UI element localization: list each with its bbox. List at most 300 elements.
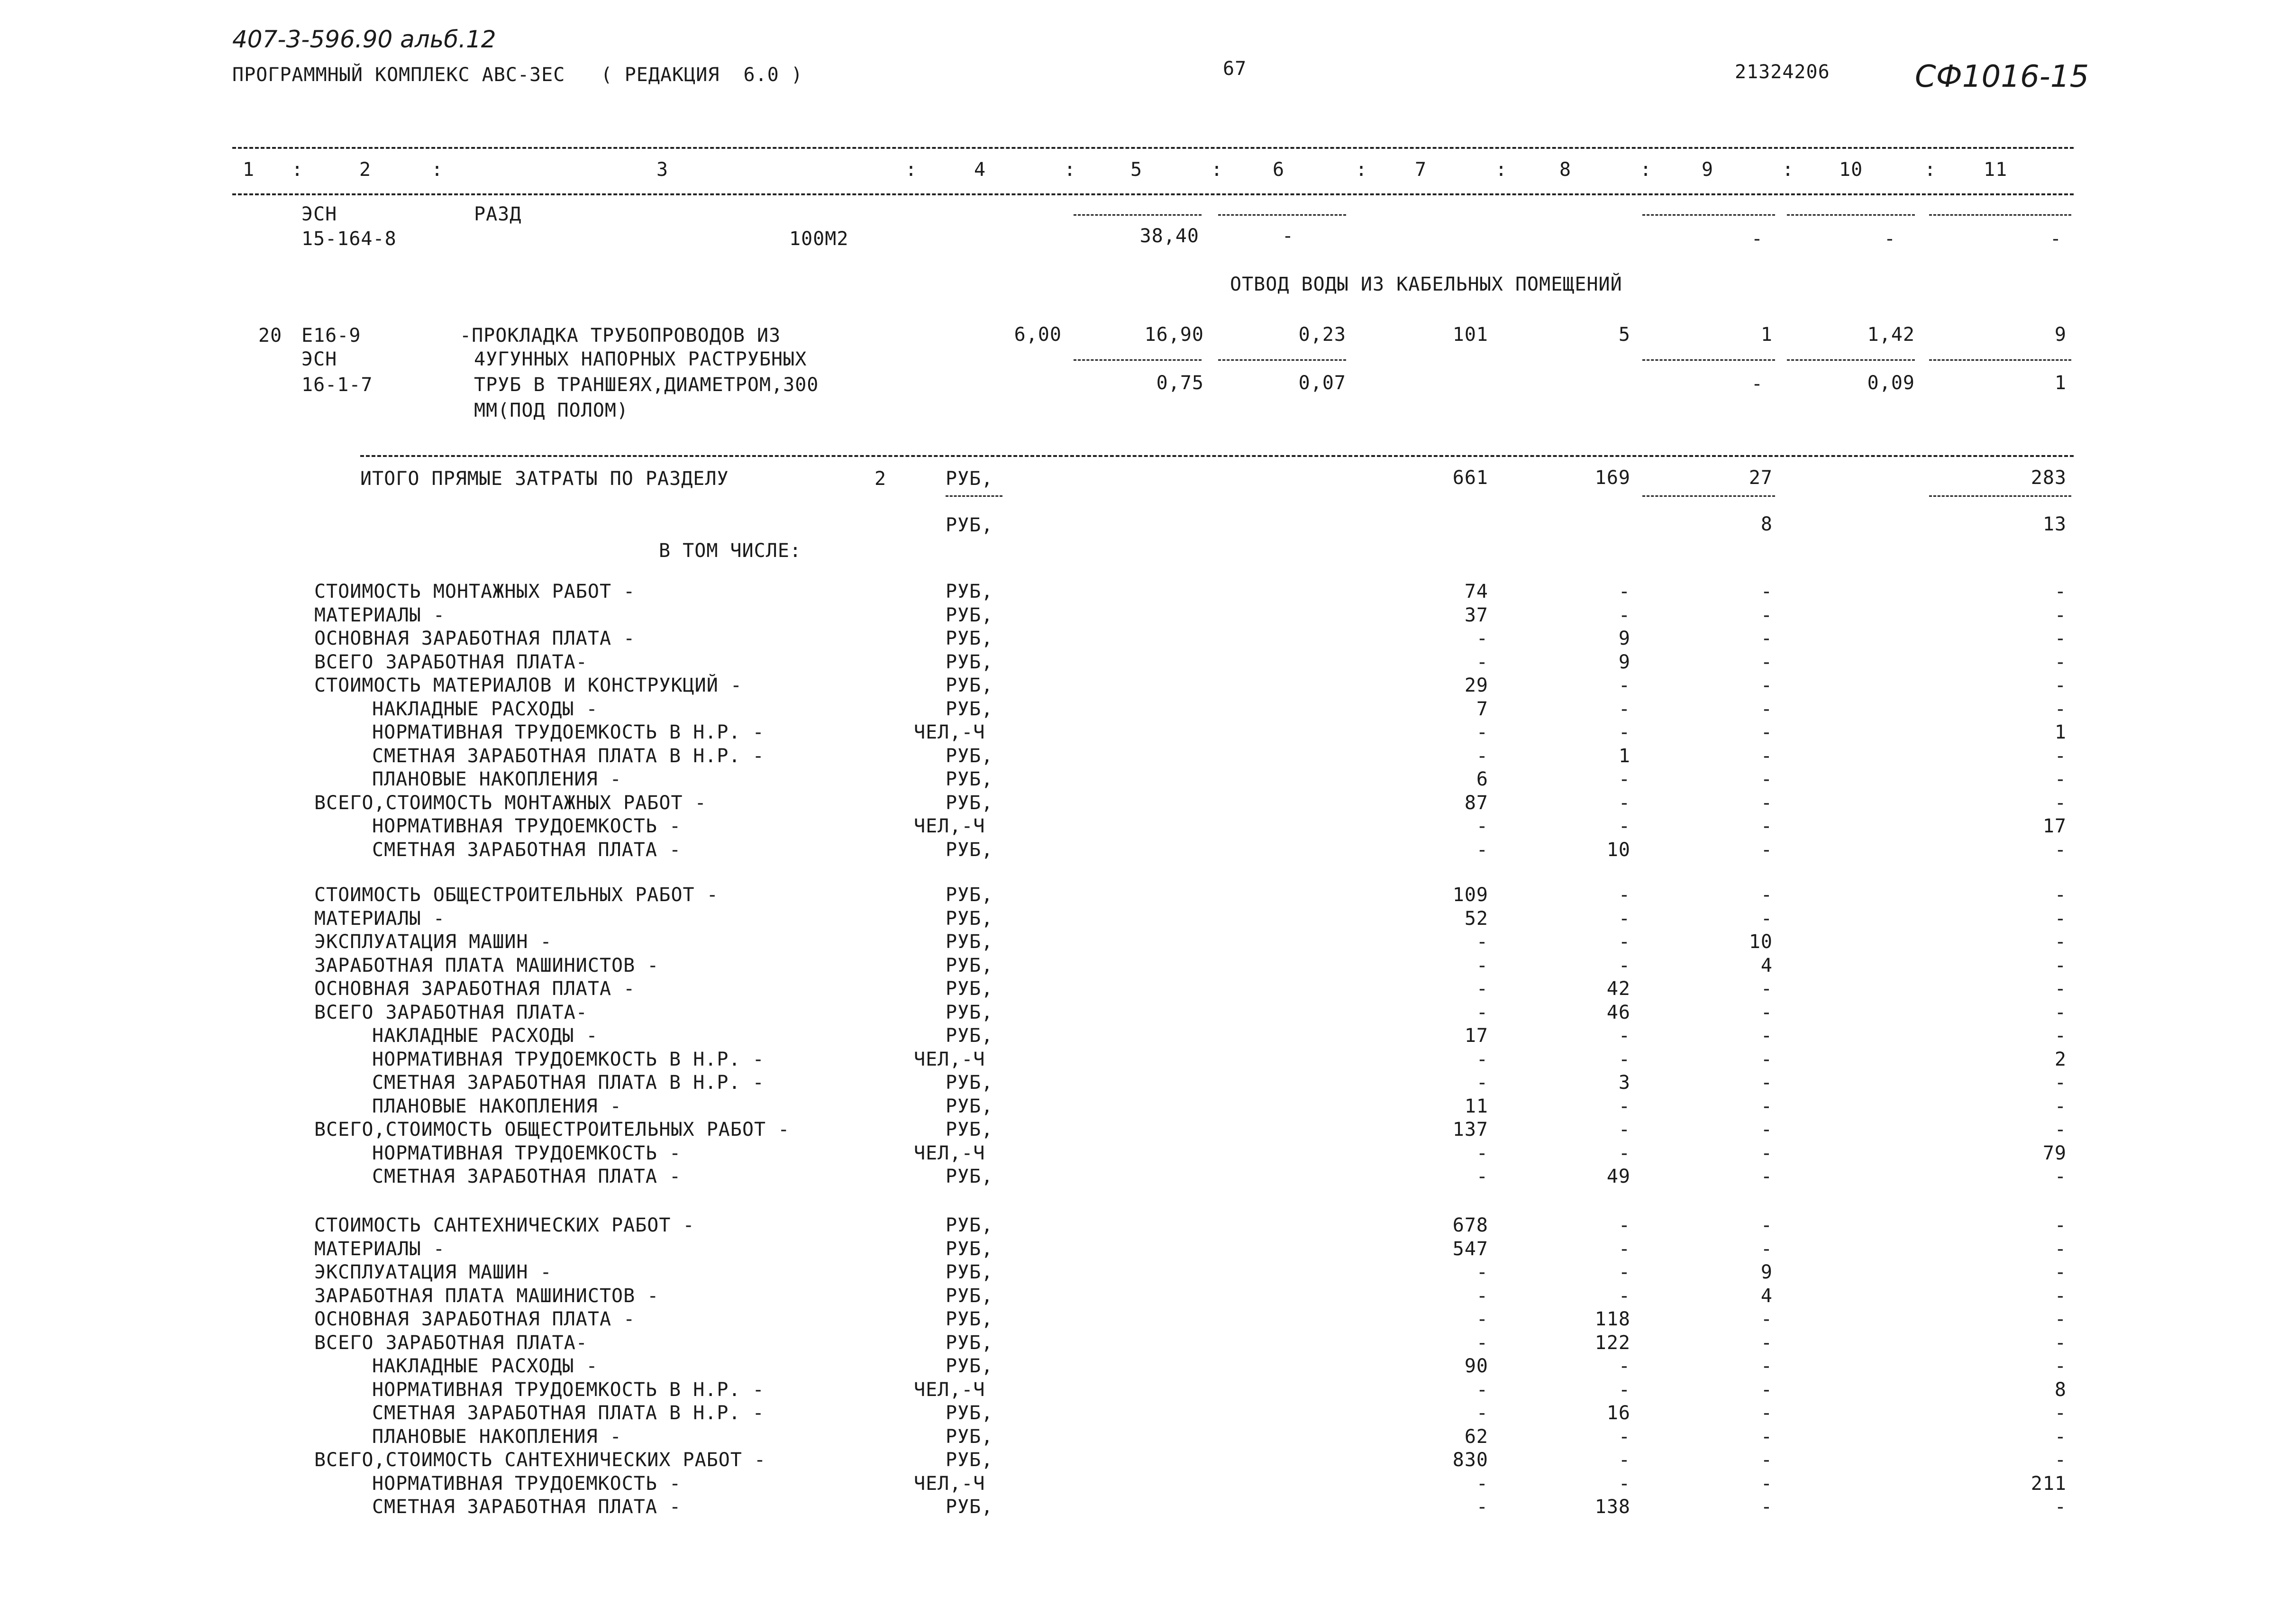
line-col9: -: [1760, 1402, 1773, 1424]
line-label: СМЕТНАЯ ЗАРАБОТНАЯ ПЛАТА -: [372, 839, 682, 861]
line-label: НАКЛАДНЫЕ РАСХОДЫ -: [372, 698, 598, 720]
line-col9: -: [1760, 1355, 1773, 1377]
line-col9: -: [1760, 1142, 1773, 1164]
line-unit: ЧЕЛ,-Ч: [914, 1379, 985, 1401]
line-col11: -: [2054, 581, 2067, 602]
line-col11: -: [2054, 651, 2067, 673]
line-col8: 49: [1606, 1166, 1630, 1187]
line-col7: 87: [1464, 792, 1488, 814]
section-title: ОТВОД ВОДЫ ИЗ КАБЕЛЬНЫХ ПОМЕЩЕНИЙ: [1230, 274, 1622, 295]
line-label: ОСНОВНАЯ ЗАРАБОТНАЯ ПЛАТА -: [314, 628, 636, 649]
line-unit: ЧЕЛ,-Ч: [914, 1142, 985, 1164]
album-handwritten-label: 407-3-596.90 альб.12: [232, 26, 496, 53]
line-col8: -: [1618, 1473, 1630, 1495]
line-col9: -: [1760, 604, 1773, 626]
line-col9: -: [1760, 1095, 1773, 1117]
line-unit: РУБ,: [946, 978, 993, 1000]
line-col11: -: [2054, 1166, 2067, 1187]
line-col9: 9: [1760, 1261, 1773, 1283]
item-code-line1: Е16-9: [301, 325, 361, 347]
item-number: 20: [258, 325, 282, 347]
including-heading: В ТОМ ЧИСЛЕ:: [659, 540, 801, 562]
totals-section-number: 2: [874, 468, 887, 490]
line-unit: ЧЕЛ,-Ч: [914, 1473, 985, 1495]
line-label: НОРМАТИВНАЯ ТРУДОЕМКОСТЬ -: [372, 815, 682, 837]
line-col8: 16: [1606, 1402, 1630, 1424]
line-col11: 17: [2042, 815, 2067, 837]
line-col8: -: [1618, 768, 1630, 790]
line-col11: -: [2054, 908, 2067, 930]
item-code-line2: ЭСН: [301, 348, 337, 370]
line-col7: -: [1476, 1285, 1488, 1307]
line-unit: РУБ,: [946, 884, 993, 906]
line-col7: -: [1476, 1166, 1488, 1187]
line-col7: -: [1476, 839, 1488, 861]
column-separator: :: [1640, 159, 1652, 181]
column-header-4: 4: [974, 159, 986, 181]
line-col9: -: [1760, 1308, 1773, 1330]
line-col7: 74: [1464, 581, 1488, 602]
line-col11: -: [2054, 1449, 2067, 1471]
line-col11: 2: [2054, 1049, 2067, 1070]
line-col7: -: [1476, 1142, 1488, 1164]
line-col9: -: [1760, 1049, 1773, 1070]
line-label: СТОИМОСТЬ МАТЕРИАЛОВ И КОНСТРУКЦИЙ -: [314, 675, 742, 696]
item-col9-line1: 1: [1760, 324, 1773, 346]
column-header-7: 7: [1415, 159, 1427, 181]
row2-col11: -: [2049, 228, 2062, 250]
item-col8-line1: 5: [1618, 324, 1630, 346]
line-label: ОСНОВНАЯ ЗАРАБОТНАЯ ПЛАТА -: [314, 978, 636, 1000]
line-col9: -: [1760, 1379, 1773, 1401]
line-col8: -: [1618, 1426, 1630, 1448]
line-col8: -: [1618, 955, 1630, 976]
line-unit: ЧЕЛ,-Ч: [914, 721, 985, 743]
line-col11: 1: [2054, 721, 2067, 743]
item-col10-line1: 1,42: [1867, 324, 1915, 346]
row1-rule-c9: [1642, 214, 1775, 216]
column-header-11: 11: [1984, 159, 2008, 181]
line-col8: 46: [1606, 1002, 1630, 1023]
line-unit: РУБ,: [946, 1285, 993, 1307]
line-unit: РУБ,: [946, 1166, 993, 1187]
line-col11: -: [2054, 1402, 2067, 1424]
line-col9: -: [1760, 628, 1773, 649]
totals-col7: 661: [1452, 467, 1488, 489]
page-number: 67: [1223, 58, 1247, 80]
line-col9: -: [1760, 1332, 1773, 1354]
line-unit: РУБ,: [946, 651, 993, 673]
line-label: СТОИМОСТЬ МОНТАЖНЫХ РАБОТ -: [314, 581, 636, 602]
line-col11: -: [2054, 1496, 2067, 1518]
item-rule-c10: [1787, 359, 1915, 361]
header-rule-top: [232, 147, 2074, 149]
line-col7: 6: [1476, 768, 1488, 790]
line-label: ПЛАНОВЫЕ НАКОПЛЕНИЯ -: [372, 1095, 622, 1117]
item-rule-c5: [1074, 359, 1202, 361]
line-col11: -: [2054, 1355, 2067, 1377]
line-col8: 10: [1606, 839, 1630, 861]
line-col8: -: [1618, 1238, 1630, 1260]
item-col11-line2: 1: [2054, 372, 2067, 394]
line-col7: -: [1476, 1261, 1488, 1283]
row2-code: 15-164-8: [301, 228, 397, 250]
item-description-line2: 4УГУННЫХ НАПОРНЫХ РАСТРУБНЫХ: [474, 348, 807, 370]
line-col8: -: [1618, 1449, 1630, 1471]
line-label: ВСЕГО,СТОИМОСТЬ ОБЩЕСТРОИТЕЛЬНЫХ РАБОТ -: [314, 1119, 790, 1140]
line-label: МАТЕРИАЛЫ -: [314, 1238, 445, 1260]
line-col7: -: [1476, 721, 1488, 743]
item-description-line1: -ПРОКЛАДКА ТРУБОПРОВОДОВ ИЗ: [460, 325, 781, 347]
line-col11: -: [2054, 628, 2067, 649]
line-col7: -: [1476, 651, 1488, 673]
line-col11: -: [2054, 1214, 2067, 1236]
line-col9: -: [1760, 884, 1773, 906]
line-col9: -: [1760, 1119, 1773, 1140]
item-rule-c9: [1642, 359, 1775, 361]
line-unit: ЧЕЛ,-Ч: [914, 1049, 985, 1070]
line-col9: -: [1760, 1238, 1773, 1260]
line-unit: ЧЕЛ,-Ч: [914, 815, 985, 837]
row2-col6: -: [1282, 225, 1294, 247]
line-col9: -: [1760, 1002, 1773, 1023]
line-col8: -: [1618, 1095, 1630, 1117]
item-col9-line2: -: [1751, 373, 1763, 395]
line-label: ВСЕГО ЗАРАБОТНАЯ ПЛАТА-: [314, 1332, 588, 1354]
totals-col9: 27: [1749, 467, 1773, 489]
line-label: СМЕТНАЯ ЗАРАБОТНАЯ ПЛАТА В Н.Р. -: [372, 1072, 765, 1094]
line-col9: -: [1760, 675, 1773, 696]
handwritten-stamp: СФ1016-15: [1915, 59, 2089, 94]
line-col11: -: [2054, 1261, 2067, 1283]
line-label: НОРМАТИВНАЯ ТРУДОЕМКОСТЬ -: [372, 1473, 682, 1495]
line-unit: РУБ,: [946, 604, 993, 626]
line-col9: -: [1760, 815, 1773, 837]
line-col7: 830: [1452, 1449, 1488, 1471]
line-col7: -: [1476, 815, 1488, 837]
line-col7: -: [1476, 1049, 1488, 1070]
line-col11: -: [2054, 1119, 2067, 1140]
line-unit: РУБ,: [946, 768, 993, 790]
line-col11: -: [2054, 698, 2067, 720]
line-col11: -: [2054, 768, 2067, 790]
row2-col5: 38,40: [1139, 225, 1199, 247]
line-col9: 10: [1749, 931, 1773, 953]
line-unit: РУБ,: [946, 1095, 993, 1117]
line-col11: -: [2054, 1332, 2067, 1354]
line-label: НОРМАТИВНАЯ ТРУДОЕМКОСТЬ В Н.Р. -: [372, 1379, 765, 1401]
line-unit: РУБ,: [946, 1402, 993, 1424]
line-col8: -: [1618, 1379, 1630, 1401]
line-col7: -: [1476, 1308, 1488, 1330]
column-separator: :: [1782, 159, 1794, 181]
line-label: СТОИМОСТЬ ОБЩЕСТРОИТЕЛЬНЫХ РАБОТ -: [314, 884, 719, 906]
item-code-line3: 16-1-7: [301, 374, 373, 396]
line-label: МАТЕРИАЛЫ -: [314, 908, 445, 930]
line-col7: -: [1476, 1496, 1488, 1518]
line-label: ВСЕГО ЗАРАБОТНАЯ ПЛАТА-: [314, 1002, 588, 1023]
line-col9: -: [1760, 745, 1773, 767]
line-label: ПЛАНОВЫЕ НАКОПЛЕНИЯ -: [372, 768, 622, 790]
item-rule-c6: [1218, 359, 1346, 361]
line-col8: -: [1618, 931, 1630, 953]
line-col8: -: [1618, 604, 1630, 626]
line-col8: -: [1618, 1025, 1630, 1047]
line-col8: -: [1618, 908, 1630, 930]
item-col11-line1: 9: [2054, 324, 2067, 346]
item-col5-line2: 0,75: [1156, 372, 1204, 394]
line-unit: РУБ,: [946, 839, 993, 861]
line-label: НАКЛАДНЫЕ РАСХОДЫ -: [372, 1355, 598, 1377]
line-unit: РУБ,: [946, 955, 993, 976]
line-unit: РУБ,: [946, 581, 993, 602]
totals-rule-c9: [1642, 495, 1775, 497]
line-col9: 4: [1760, 1285, 1773, 1307]
totals-unit-underline: [946, 495, 1002, 497]
line-col9: -: [1760, 1025, 1773, 1047]
line-unit: РУБ,: [946, 1261, 993, 1283]
line-unit: РУБ,: [946, 1449, 993, 1471]
row1-rule-c5: [1074, 214, 1202, 216]
line-label: МАТЕРИАЛЫ -: [314, 604, 445, 626]
line-col7: 37: [1464, 604, 1488, 626]
line-col7: 547: [1452, 1238, 1488, 1260]
line-label: ЗАРАБОТНАЯ ПЛАТА МАШИНИСТОВ -: [314, 955, 659, 976]
column-header-2: 2: [359, 159, 372, 181]
line-col9: -: [1760, 839, 1773, 861]
line-col9: -: [1760, 768, 1773, 790]
item-col6-line1: 0,23: [1298, 324, 1346, 346]
line-unit: РУБ,: [946, 1426, 993, 1448]
section-rule: [360, 455, 2074, 457]
column-header-3: 3: [656, 159, 669, 181]
row1-rule-c6: [1218, 214, 1346, 216]
line-unit: РУБ,: [946, 1214, 993, 1236]
line-col11: -: [2054, 1072, 2067, 1094]
line-col8: 118: [1594, 1308, 1630, 1330]
line-col8: -: [1618, 581, 1630, 602]
line-col7: -: [1476, 1072, 1488, 1094]
line-col8: 122: [1594, 1332, 1630, 1354]
line-col8: -: [1618, 698, 1630, 720]
line-col8: -: [1618, 815, 1630, 837]
line-label: НОРМАТИВНАЯ ТРУДОЕМКОСТЬ В Н.Р. -: [372, 721, 765, 743]
line-unit: РУБ,: [946, 1332, 993, 1354]
line-unit: РУБ,: [946, 1119, 993, 1140]
line-col9: -: [1760, 698, 1773, 720]
line-col7: 29: [1464, 675, 1488, 696]
line-label: СМЕТНАЯ ЗАРАБОТНАЯ ПЛАТА -: [372, 1166, 682, 1187]
document-code: 21324206: [1735, 61, 1830, 83]
line-col11: -: [2054, 1308, 2067, 1330]
column-header-6: 6: [1273, 159, 1285, 181]
column-header-10: 10: [1839, 159, 1863, 181]
totals-unit: РУБ,: [946, 468, 993, 490]
line-col11: -: [2054, 1285, 2067, 1307]
line-col11: 79: [2042, 1142, 2067, 1164]
line-unit: РУБ,: [946, 1355, 993, 1377]
line-col8: -: [1618, 1119, 1630, 1140]
totals-rule-c11: [1929, 495, 2071, 497]
totals-label: ИТОГО ПРЯМЫЕ ЗАТРАТЫ ПО РАЗДЕЛУ: [360, 468, 729, 490]
program-title: ПРОГРАММНЫЙ КОМПЛЕКС АВС-3ЕС ( РЕДАКЦИЯ 6.0 ): [232, 64, 803, 86]
line-col11: -: [2054, 978, 2067, 1000]
line-col8: 138: [1594, 1496, 1630, 1518]
line-col9: -: [1760, 1166, 1773, 1187]
line-col7: 90: [1464, 1355, 1488, 1377]
line-col11: -: [2054, 604, 2067, 626]
line-col7: 109: [1452, 884, 1488, 906]
line-col8: -: [1618, 1285, 1630, 1307]
line-label: ЭКСПЛУАТАЦИЯ МАШИН -: [314, 931, 552, 953]
totals-col11-2: 13: [2042, 513, 2067, 535]
line-col8: 9: [1618, 651, 1630, 673]
column-header-9: 9: [1702, 159, 1714, 181]
line-col9: 4: [1760, 955, 1773, 976]
line-col8: 42: [1606, 978, 1630, 1000]
line-unit: РУБ,: [946, 792, 993, 814]
line-unit: РУБ,: [946, 1025, 993, 1047]
line-col11: -: [2054, 1095, 2067, 1117]
line-col7: 7: [1476, 698, 1488, 720]
line-col11: -: [2054, 1426, 2067, 1448]
line-col7: -: [1476, 1402, 1488, 1424]
totals-col8: 169: [1594, 467, 1630, 489]
item-col7-line1: 101: [1452, 324, 1488, 346]
line-col9: -: [1760, 1426, 1773, 1448]
line-label: СМЕТНАЯ ЗАРАБОТНАЯ ПЛАТА -: [372, 1496, 682, 1518]
line-col7: -: [1476, 1332, 1488, 1354]
line-unit: РУБ,: [946, 908, 993, 930]
line-col7: -: [1476, 628, 1488, 649]
line-label: ЭКСПЛУАТАЦИЯ МАШИН -: [314, 1261, 552, 1283]
line-col11: -: [2054, 745, 2067, 767]
line-label: НАКЛАДНЫЕ РАСХОДЫ -: [372, 1025, 598, 1047]
line-col7: -: [1476, 1002, 1488, 1023]
column-separator: :: [1924, 159, 1937, 181]
line-unit: РУБ,: [946, 745, 993, 767]
line-col9: -: [1760, 581, 1773, 602]
line-unit: РУБ,: [946, 1308, 993, 1330]
line-col8: -: [1618, 792, 1630, 814]
line-col7: 17: [1464, 1025, 1488, 1047]
line-col9: -: [1760, 721, 1773, 743]
line-col7: 11: [1464, 1095, 1488, 1117]
column-separator: :: [1211, 159, 1223, 181]
line-col11: -: [2054, 675, 2067, 696]
line-col11: -: [2054, 1002, 2067, 1023]
column-separator: :: [431, 159, 444, 181]
item-rule-c11: [1929, 359, 2071, 361]
row1-rule-c10: [1787, 214, 1915, 216]
column-separator: :: [291, 159, 304, 181]
line-col8: -: [1618, 675, 1630, 696]
line-col8: -: [1618, 1261, 1630, 1283]
column-separator: :: [1064, 159, 1076, 181]
column-header-5: 5: [1130, 159, 1143, 181]
line-col9: -: [1760, 651, 1773, 673]
line-col8: 9: [1618, 628, 1630, 649]
totals-col9-2: 8: [1760, 513, 1773, 535]
line-col7: 678: [1452, 1214, 1488, 1236]
line-col11: -: [2054, 1025, 2067, 1047]
line-col11: -: [2054, 955, 2067, 976]
column-separator: :: [1356, 159, 1368, 181]
line-unit: РУБ,: [946, 628, 993, 649]
line-label: НОРМАТИВНАЯ ТРУДОЕМКОСТЬ В Н.Р. -: [372, 1049, 765, 1070]
line-col9: -: [1760, 978, 1773, 1000]
line-col9: -: [1760, 792, 1773, 814]
line-col11: -: [2054, 884, 2067, 906]
line-col7: 62: [1464, 1426, 1488, 1448]
line-unit: РУБ,: [946, 675, 993, 696]
item-col5-line1: 16,90: [1144, 324, 1204, 346]
totals-col11: 283: [2031, 467, 2067, 489]
line-col8: -: [1618, 1049, 1630, 1070]
line-col11: 8: [2054, 1379, 2067, 1401]
line-col7: 52: [1464, 908, 1488, 930]
line-col7: -: [1476, 978, 1488, 1000]
line-label: ВСЕГО,СТОИМОСТЬ МОНТАЖНЫХ РАБОТ -: [314, 792, 707, 814]
line-unit: РУБ,: [946, 1496, 993, 1518]
line-col9: -: [1760, 908, 1773, 930]
item-description-line3: ТРУБ В ТРАНШЕЯХ,ДИАМЕТРОМ,300: [474, 374, 819, 396]
line-col8: -: [1618, 1142, 1630, 1164]
line-col8: 3: [1618, 1072, 1630, 1094]
line-col11: -: [2054, 839, 2067, 861]
item-description-line4: ММ(ПОД ПОЛОМ): [474, 400, 629, 421]
line-col11: -: [2054, 1238, 2067, 1260]
column-header-1: 1: [243, 159, 255, 181]
line-label: СТОИМОСТЬ САНТЕХНИЧЕСКИХ РАБОТ -: [314, 1214, 695, 1236]
line-col7: -: [1476, 1379, 1488, 1401]
totals-unit-2: РУБ,: [946, 514, 993, 536]
line-col8: -: [1618, 721, 1630, 743]
column-separator: :: [1495, 159, 1508, 181]
item-col10-line2: 0,09: [1867, 372, 1915, 394]
line-label: СМЕТНАЯ ЗАРАБОТНАЯ ПЛАТА В Н.Р. -: [372, 745, 765, 767]
line-unit: РУБ,: [946, 1072, 993, 1094]
row1-rule-c11: [1929, 214, 2071, 216]
line-unit: РУБ,: [946, 1238, 993, 1260]
line-col7: -: [1476, 955, 1488, 976]
line-col8: -: [1618, 1355, 1630, 1377]
row1-code: ЭСН: [301, 203, 337, 225]
row1-desc: РАЗД: [474, 203, 522, 225]
line-label: ВСЕГО ЗАРАБОТНАЯ ПЛАТА-: [314, 651, 588, 673]
line-col8: -: [1618, 884, 1630, 906]
column-header-8: 8: [1559, 159, 1572, 181]
line-label: ОСНОВНАЯ ЗАРАБОТНАЯ ПЛАТА -: [314, 1308, 636, 1330]
header-rule-bottom: [232, 193, 2074, 195]
row2-col10: -: [1884, 228, 1896, 250]
line-label: ЗАРАБОТНАЯ ПЛАТА МАШИНИСТОВ -: [314, 1285, 659, 1307]
line-unit: РУБ,: [946, 931, 993, 953]
line-unit: РУБ,: [946, 1002, 993, 1023]
row2-col9: -: [1751, 228, 1763, 250]
line-label: СМЕТНАЯ ЗАРАБОТНАЯ ПЛАТА В Н.Р. -: [372, 1402, 765, 1424]
row2-unit: 100М2: [789, 228, 849, 250]
line-label: ВСЕГО,СТОИМОСТЬ САНТЕХНИЧЕСКИХ РАБОТ -: [314, 1449, 766, 1471]
column-separator: :: [905, 159, 918, 181]
line-col7: -: [1476, 931, 1488, 953]
line-col9: -: [1760, 1449, 1773, 1471]
item-col4: 6,00: [1014, 324, 1062, 346]
line-col11: -: [2054, 931, 2067, 953]
line-col9: -: [1760, 1473, 1773, 1495]
line-label: ПЛАНОВЫЕ НАКОПЛЕНИЯ -: [372, 1426, 622, 1448]
line-col9: -: [1760, 1496, 1773, 1518]
